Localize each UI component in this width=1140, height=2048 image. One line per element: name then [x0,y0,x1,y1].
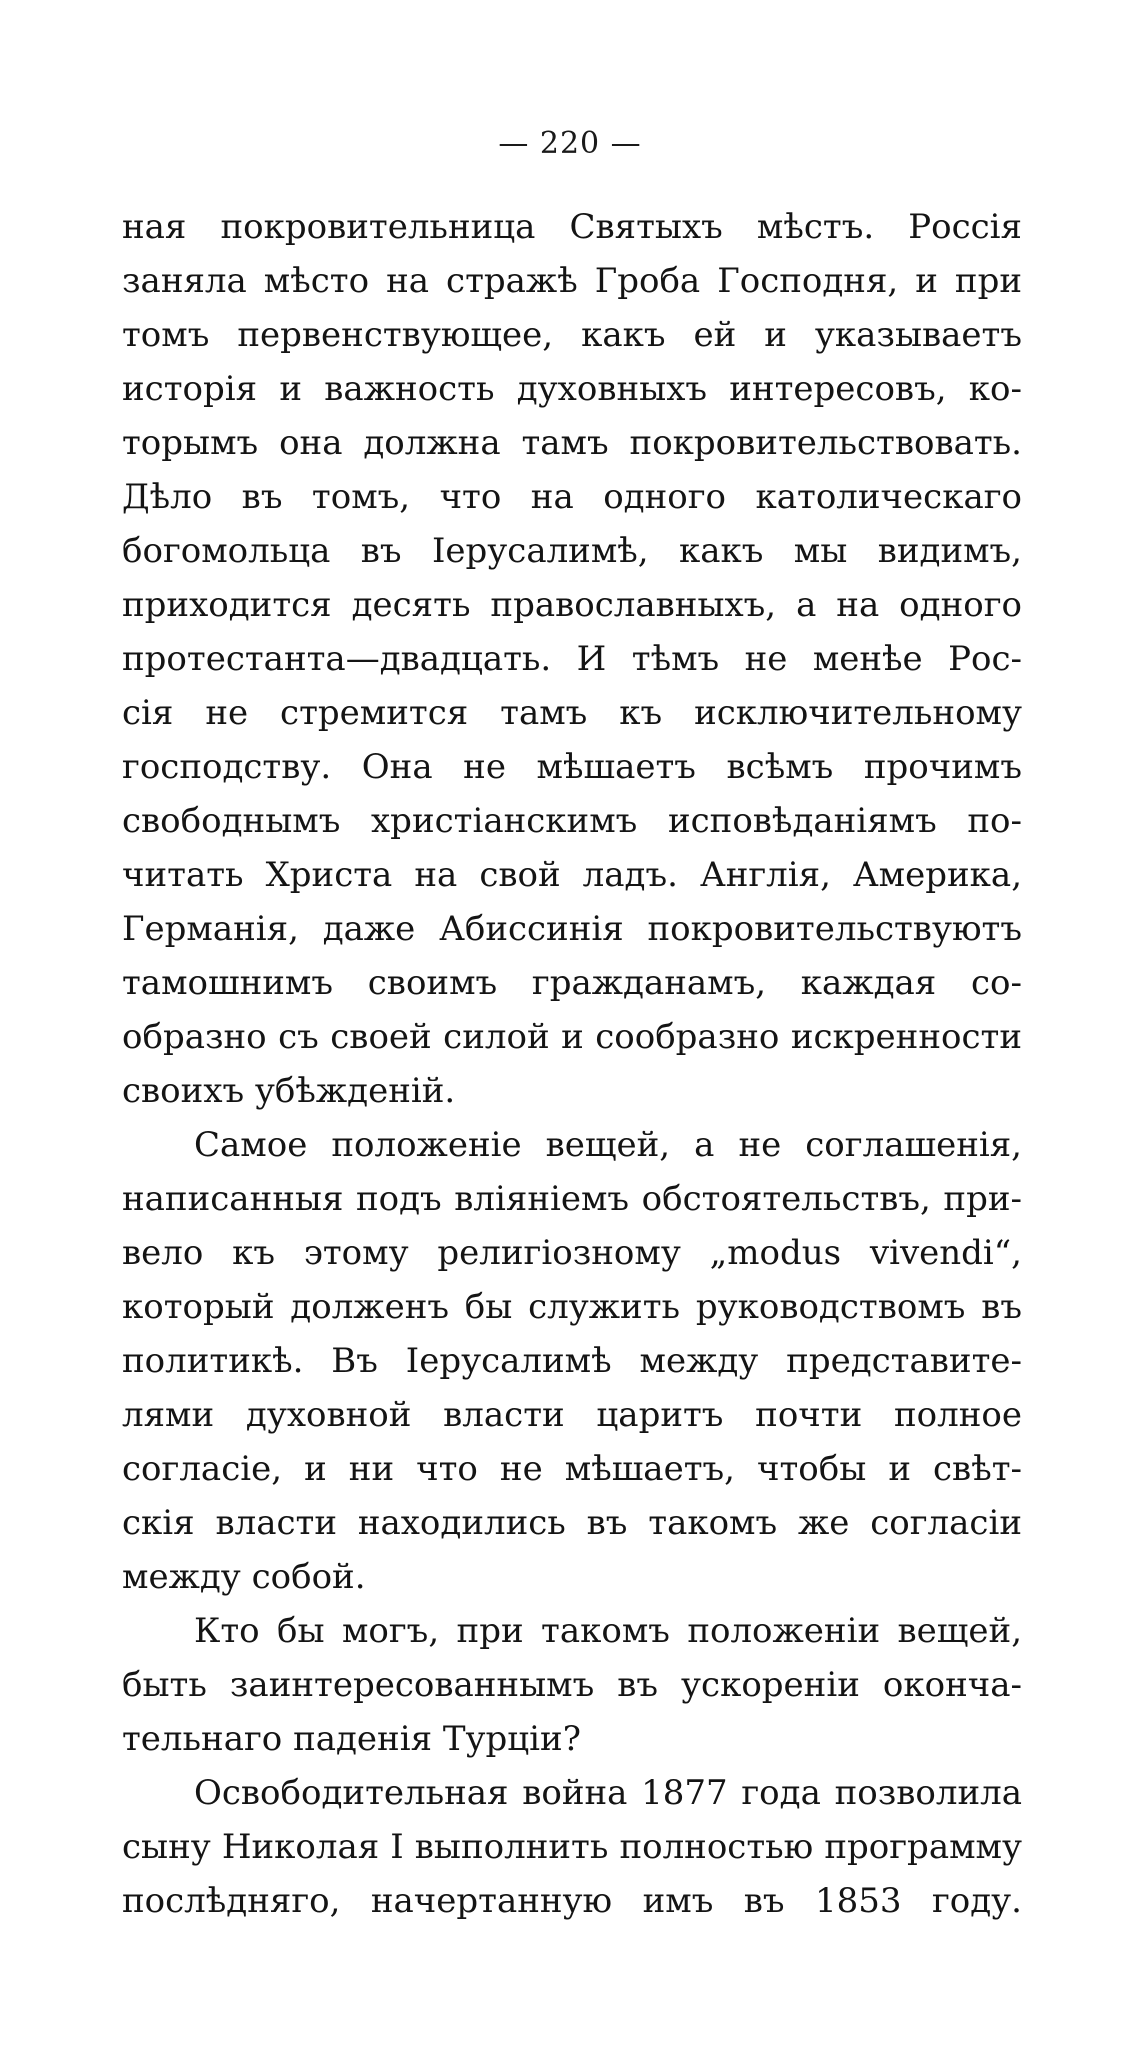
text-line: читать Христа на свой ладъ. Англія, Америка, [122,855,1022,895]
text-line: исторія и важность духовныхъ интересовъ, ко- [122,369,1022,409]
text-line: тамошнимъ своимъ гражданамъ, каждая со- [122,963,1022,1003]
text-line: господству. Она не мѣшаетъ всѣмъ прочимъ [122,747,1022,787]
text-line: сыну Николая I выполнить полностью программу [122,1827,1022,1867]
text-line: написанныя подъ вліяніемъ обстоятельствъ, при- [122,1179,1022,1219]
text-line: политикѣ. Въ Іерусалимѣ между представите- [122,1341,1022,1381]
text-line: Дѣло въ томъ, что на одного католическаго [122,477,1022,517]
body-text [122,200,1022,1928]
text-line: который долженъ бы служить руководствомъ въ [122,1287,1022,1327]
text-line: свободнымъ христіанскимъ исповѣданіямъ по- [122,801,1022,841]
text-line: Кто бы могъ, при такомъ положеніи вещей, [194,1611,1022,1651]
text-line: между собой. [122,1557,366,1597]
page-number: — 220 — [498,126,642,161]
text-line: Освободительная война 1877 года позволила [194,1773,1022,1813]
text-line: своихъ убѣжденій. [122,1071,456,1111]
text-line: послѣдняго, начертанную имъ въ 1853 году. [122,1881,1022,1921]
text-line: богомольца въ Іерусалимѣ, какъ мы видимъ, [122,531,1022,571]
text-line: быть заинтересованнымъ въ ускореніи оконча- [122,1665,1022,1705]
text-line: согласіе, и ни что не мѣшаетъ, чтобы и свѣт- [122,1449,1022,1489]
text-line: торымъ она должна тамъ покровительствовать. [122,423,1022,463]
text-line: вело къ этому религіозному „modus vivendi“, [122,1233,1022,1273]
text-line: ная покровительница Святыхъ мѣстъ. Россія [122,207,1022,247]
text-line: томъ первенствующее, какъ ей и указываетъ [122,315,1022,355]
text-line: тельнаго паденія Турціи? [122,1719,581,1759]
text-line: протестанта—двадцать. И тѣмъ не менѣе Рос- [122,639,1022,679]
text-line: Германія, даже Абиссинія покровительствуютъ [122,909,1022,949]
text-line: заняла мѣсто на стражѣ Гроба Господня, и при [122,261,1022,301]
text-line: образно съ своей силой и сообразно искренности [122,1017,1022,1057]
text-line: приходится десять православныхъ, а на одного [122,585,1022,625]
text-line: скія власти находились въ такомъ же согласіи [122,1503,1022,1543]
text-line: сія не стремится тамъ къ исключительному [122,693,1022,733]
text-line: Самое положеніе вещей, а не соглашенія, [194,1125,1022,1165]
text-line: лями духовной власти царитъ почти полное [122,1395,1022,1435]
